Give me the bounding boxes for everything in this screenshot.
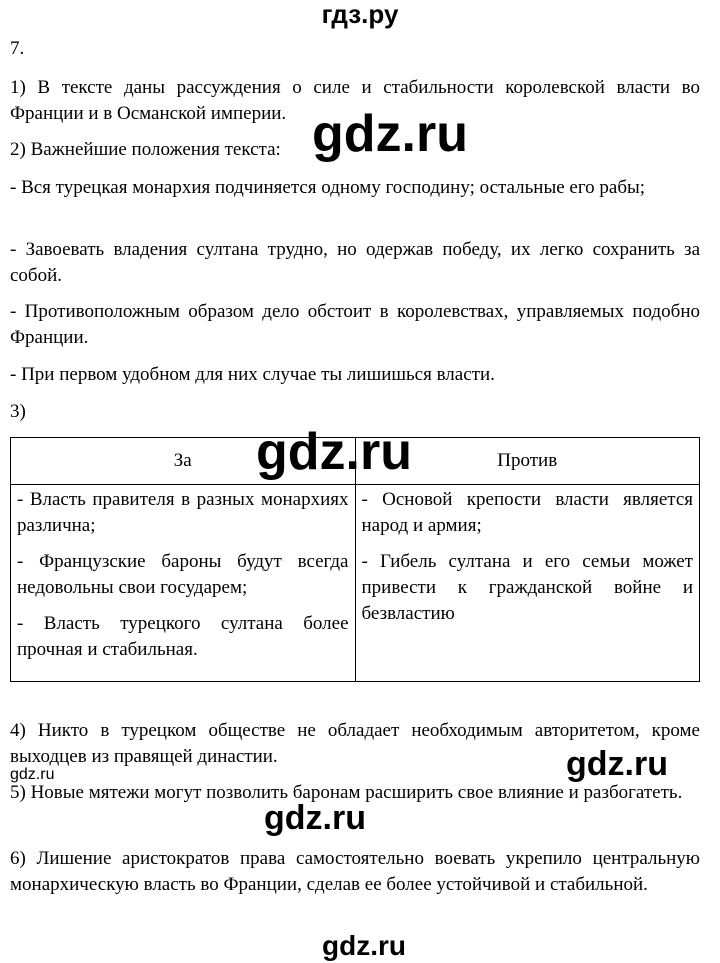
- watermark-large: gdz.ru: [566, 745, 668, 783]
- for-item: - Французские бароны будут всегда недовольны свои государем;: [17, 551, 349, 598]
- bullet-3: - Противоположным образом дело обстоит в королевствах, управляемых подобно Франции.: [10, 301, 700, 348]
- watermark-large: gdz.ru: [264, 799, 366, 837]
- answer-4: 4) Никто в турецком обществе не обладает необходимым авторитетом, кроме выходцев из правящей династии.: [10, 720, 700, 767]
- watermark-large: gdz.ru: [322, 930, 406, 961]
- site-title: гдз.ру: [321, 0, 399, 29]
- bullet-2: - Завоевать владения султана трудно, но одержав победу, их легко сохранить за собой.: [10, 239, 700, 286]
- answer-2: 2) Важнейшие положения текста:: [10, 139, 281, 160]
- watermark-large: gdz.ru: [312, 105, 468, 163]
- cell-for: [11, 485, 356, 682]
- task-number: 7.: [10, 38, 25, 59]
- for-item: - Власть правителя в разных монархиях различна;: [17, 489, 349, 536]
- answer-3: 3): [10, 401, 26, 422]
- answer-6: 6) Лишение аристократов права самостоятельно воевать укрепило центральную монархическую власть во Франции, сделав ее более устойчивой и стабильной.: [10, 848, 700, 895]
- bullet-1: - Вся турецкая монархия подчиняется одному господину; остальные его рабы;: [10, 177, 646, 198]
- column-header-for: За: [11, 438, 356, 485]
- watermark-small: gdz.ru: [10, 766, 55, 783]
- answer-5: 5) Новые мятежи могут позволить баронам расширить свое влияние и разбогатеть.: [10, 782, 683, 803]
- cell-against: [355, 485, 700, 682]
- for-item: - Власть турецкого султана более прочная и стабильная.: [17, 613, 349, 660]
- bullet-4: - При первом удобном для них случае ты лишишься власти.: [10, 364, 495, 385]
- against-item: - Основой крепости власти является народ и армия;: [361, 489, 693, 536]
- answer-1: 1) В тексте даны рассуждения о силе и стабильности королевской власти во Франции и в Османской империи.: [10, 77, 700, 124]
- column-header-against: Против: [355, 438, 700, 485]
- table-row: [11, 485, 700, 682]
- watermark-large: gdz.ru: [256, 423, 412, 481]
- against-item: - Гибель султана и его семьи может привести к гражданской войне и безвластию: [361, 551, 693, 624]
